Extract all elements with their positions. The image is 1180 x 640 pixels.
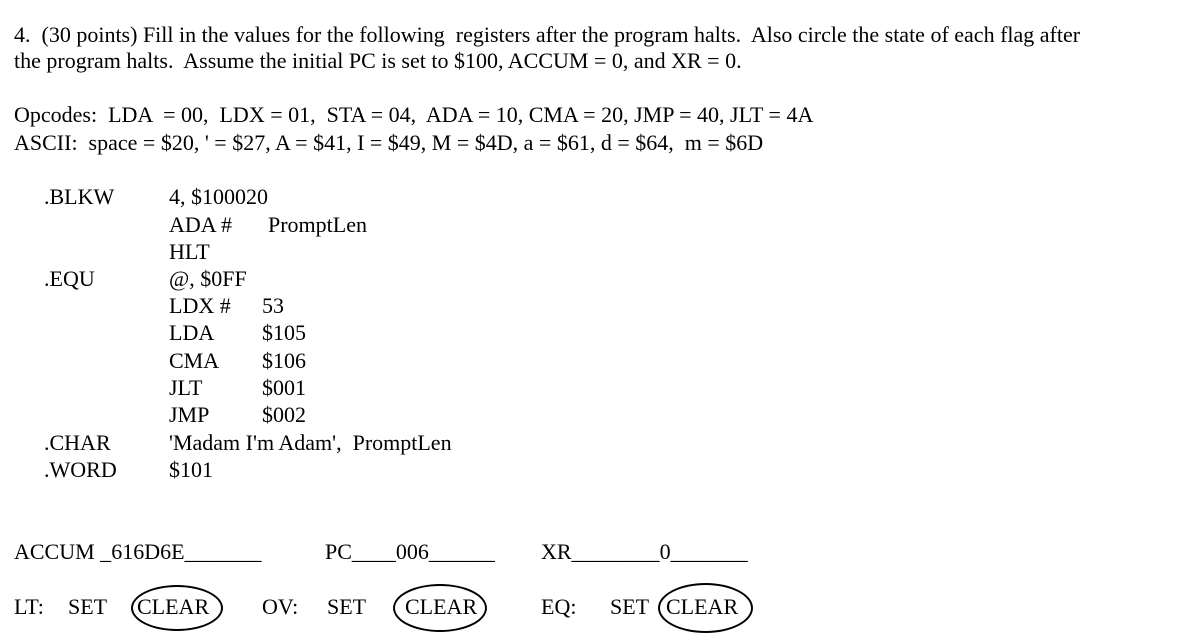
- question-line-2: the program halts. Assume the initial PC is set to $100, ACCUM = 0, and XR = 0.: [14, 48, 742, 73]
- opcodes-line: Opcodes: LDA = 00, LDX = 01, STA = 04, ADA = 10, CMA = 20, JMP = 40, JLT = 4A: [14, 102, 814, 127]
- program-operation: CMA: [169, 348, 220, 373]
- xr-value: 0: [659, 539, 671, 564]
- ov-clear-option[interactable]: CLEAR: [405, 594, 478, 619]
- program-label: .BLKW: [44, 184, 115, 209]
- eq-set-option[interactable]: SET: [610, 594, 650, 619]
- program-operation: JMP: [169, 402, 210, 427]
- pc-tail: ______: [428, 539, 495, 564]
- lt-set-option[interactable]: SET: [68, 594, 108, 619]
- lt-circle-mark: [131, 585, 223, 631]
- program-operation: $101: [169, 457, 213, 482]
- eq-clear-option[interactable]: CLEAR: [666, 594, 739, 619]
- lt-flag-label: LT:: [14, 594, 44, 619]
- xr-tail: _______: [670, 539, 748, 564]
- program-operation: @, $0FF: [169, 266, 247, 291]
- xr-label: XR________: [541, 539, 660, 564]
- program-operation: HLT: [169, 239, 210, 264]
- program-operand: $002: [262, 402, 306, 427]
- ov-flag-label: OV:: [262, 594, 299, 619]
- question-line-1: 4. (30 points) Fill in the values for the following registers after the program halts. Also circle the state of each flag after: [14, 22, 1081, 47]
- ascii-line: ASCII: space = $20, ' = $27, A = $41, I = $49, M = $4D, a = $61, d = $64, m = $6D: [14, 130, 764, 155]
- accum-value: 616D6E: [111, 539, 185, 564]
- pc-answer: [325, 541, 495, 563]
- program-operation: JLT: [169, 375, 203, 400]
- program-operand: $106: [262, 348, 306, 373]
- program-operation: 'Madam I'm Adam', PromptLen: [169, 430, 452, 455]
- program-operand: PromptLen: [268, 212, 367, 237]
- program-operand: 53: [262, 293, 284, 318]
- pc-value: 006: [395, 539, 429, 564]
- ov-circle-mark: [393, 584, 487, 632]
- program-operation: LDX #: [169, 293, 231, 318]
- ov-set-option[interactable]: SET: [327, 594, 367, 619]
- program-operation: ADA #: [169, 212, 232, 237]
- eq-circle-mark: [658, 583, 753, 633]
- program-label: .EQU: [44, 266, 95, 291]
- program-operation: 4, $100020: [169, 184, 268, 209]
- program-operand: $105: [262, 320, 306, 345]
- program-operation: LDA: [169, 320, 215, 345]
- eq-flag-label: EQ:: [541, 594, 577, 619]
- accum-tail: _______: [184, 539, 262, 564]
- accum-label: ACCUM _: [14, 539, 112, 564]
- xr-answer: [541, 541, 748, 563]
- accum-answer: [14, 541, 262, 563]
- program-label: .CHAR: [44, 430, 111, 455]
- lt-clear-option[interactable]: CLEAR: [137, 594, 210, 619]
- program-label: .WORD: [44, 457, 117, 482]
- program-operand: $001: [262, 375, 306, 400]
- pc-label: PC____: [325, 539, 396, 564]
